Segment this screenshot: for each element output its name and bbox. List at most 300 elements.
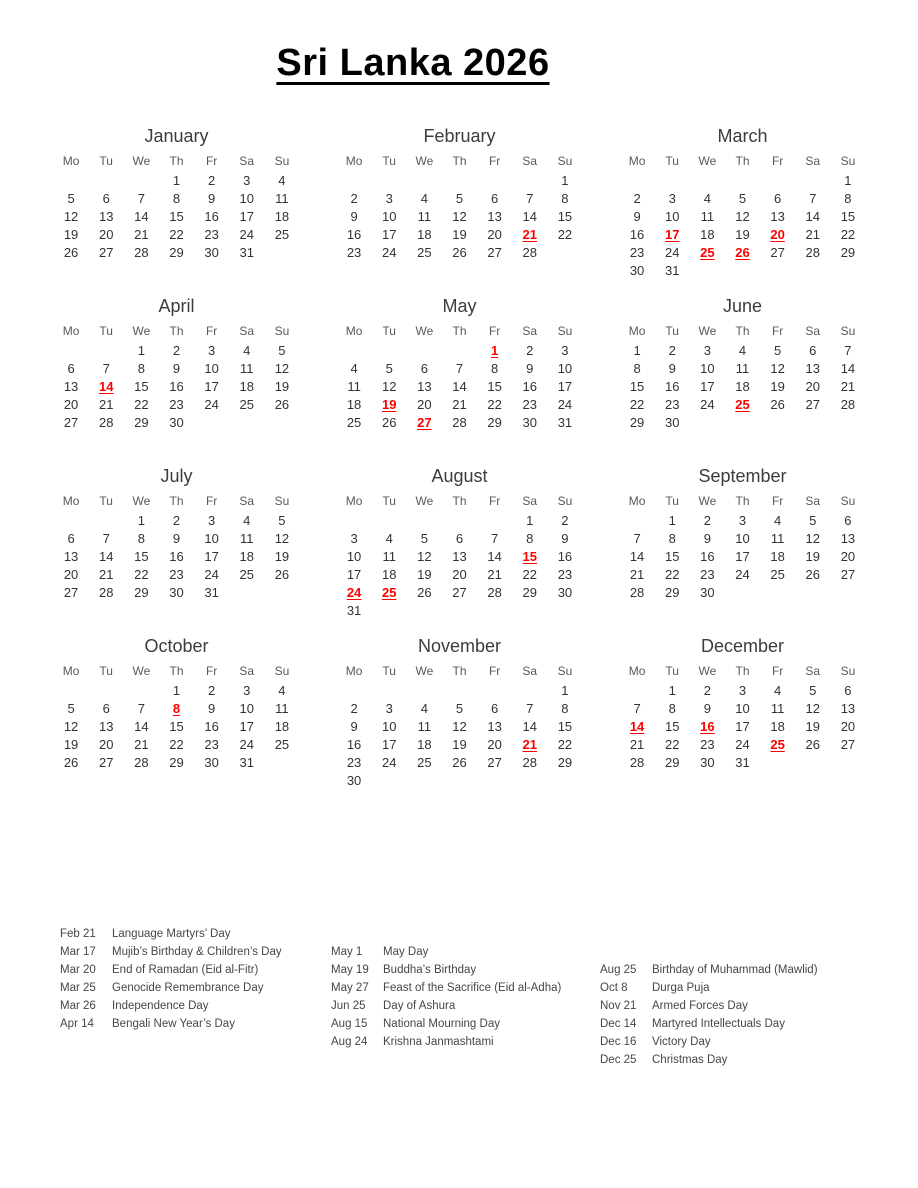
date-cell: 23: [700, 566, 715, 582]
date-cell: 18: [274, 718, 290, 734]
date-cell: 8: [633, 360, 641, 376]
empty-cell: [194, 413, 229, 431]
date-cell: 20: [840, 718, 856, 734]
date-cell: 12: [417, 548, 432, 564]
day-header-sa: Sa: [522, 154, 538, 168]
date-cell: 28: [134, 754, 149, 770]
holiday-name: Bengali New Year’s Day: [112, 1018, 235, 1030]
month-title: September: [698, 466, 787, 486]
holiday-entry: [600, 961, 818, 979]
date-cell: 23: [664, 396, 680, 412]
date-cell: 9: [526, 360, 534, 376]
date-cell: 16: [346, 736, 362, 752]
date-cell: 5: [420, 530, 428, 546]
weekday-header-row: [337, 151, 583, 171]
date-cell: 19: [417, 566, 432, 582]
week-row: [54, 511, 300, 529]
holiday-date: Aug 25: [600, 964, 637, 976]
page-title: Sri Lanka 2026: [276, 42, 550, 84]
date-cell: 1: [526, 512, 534, 528]
date-cell: 11: [770, 700, 785, 716]
date-cell: 29: [629, 414, 645, 430]
empty-cell: [442, 341, 477, 359]
legend-column-2: [331, 943, 561, 1051]
month-table: [337, 491, 583, 619]
empty-cell: [407, 511, 442, 529]
date-cell: 30: [346, 772, 362, 788]
empty-cell: [725, 413, 760, 431]
date-cell: 18: [770, 548, 785, 564]
date-cell: 5: [774, 342, 782, 358]
date-cell: 23: [204, 226, 219, 242]
month-march: [601, 122, 884, 292]
date-cell: 2: [208, 682, 216, 698]
date-cell: 9: [208, 700, 216, 716]
week-row: [620, 511, 866, 529]
weekday-header-row: [337, 321, 583, 341]
day-header-tu: Tu: [665, 154, 679, 168]
holiday-date: Feb 21: [60, 928, 96, 940]
date-cell: 8: [561, 190, 569, 206]
week-row: [54, 753, 300, 771]
date-cell: 22: [557, 736, 573, 752]
date-cell: 27: [63, 584, 79, 600]
holiday-name: Durga Puja: [652, 982, 710, 994]
date-cell: 16: [629, 226, 645, 242]
date-cell: 19: [274, 548, 290, 564]
day-header-th: Th: [169, 154, 184, 168]
week-row: [620, 413, 866, 431]
day-header-su: Su: [557, 324, 573, 338]
day-header-we: We: [698, 324, 717, 338]
day-header-we: We: [415, 324, 434, 338]
day-header-su: Su: [840, 494, 856, 508]
week-row: [337, 735, 583, 753]
empty-cell: [760, 413, 795, 431]
week-row: [620, 171, 866, 189]
week-row: [620, 225, 866, 243]
holiday-date: Dec 14: [600, 1018, 637, 1030]
date-cell: 23: [169, 566, 184, 582]
date-cell: 19: [274, 378, 290, 394]
month-june: [601, 292, 884, 462]
month-may: [318, 292, 601, 462]
holiday-date-cell: 25: [700, 244, 715, 260]
date-cell: 28: [98, 414, 114, 430]
date-cell: 10: [557, 360, 573, 376]
date-cell: 19: [805, 718, 820, 734]
holiday-date-cell: 19: [381, 396, 397, 412]
empty-cell: [795, 413, 830, 431]
week-row: [337, 377, 583, 395]
date-cell: 11: [735, 360, 750, 376]
date-cell: 24: [735, 566, 750, 582]
date-cell: 3: [385, 700, 393, 716]
legend-column-1: [60, 925, 282, 1033]
date-cell: 24: [381, 244, 397, 260]
date-cell: 2: [350, 700, 358, 716]
date-cell: 15: [487, 378, 502, 394]
holiday-date-cell: 26: [735, 244, 750, 260]
holiday-name: Independence Day: [112, 1000, 209, 1012]
date-cell: 19: [452, 736, 467, 752]
date-cell: 27: [487, 244, 502, 260]
date-cell: 22: [134, 566, 149, 582]
holiday-name: Feast of the Sacrifice (Eid al-Adha): [383, 982, 562, 994]
date-cell: 30: [629, 262, 645, 278]
date-cell: 11: [417, 208, 432, 224]
date-cell: 12: [452, 208, 467, 224]
day-header-sa: Sa: [522, 324, 538, 338]
date-cell: 25: [274, 226, 290, 242]
week-row: [54, 717, 300, 735]
month-title: May: [442, 296, 477, 316]
empty-cell: [547, 601, 582, 619]
empty-cell: [264, 413, 299, 431]
week-row: [54, 529, 300, 547]
week-row: [54, 225, 300, 243]
date-cell: 2: [350, 190, 358, 206]
date-cell: 24: [239, 226, 254, 242]
date-cell: 30: [204, 244, 219, 260]
week-row: [620, 753, 866, 771]
month-title: January: [144, 126, 209, 146]
day-header-tu: Tu: [665, 664, 679, 678]
date-cell: 30: [700, 584, 715, 600]
date-cell: 2: [208, 172, 216, 188]
holiday-date: Jun 25: [331, 1000, 366, 1012]
empty-cell: [407, 341, 442, 359]
month-august: [318, 462, 601, 632]
holiday-date: Aug 15: [331, 1018, 368, 1030]
date-cell: 19: [770, 378, 785, 394]
date-cell: 15: [134, 548, 149, 564]
date-cell: 4: [774, 512, 782, 528]
day-header-we: We: [415, 154, 434, 168]
date-cell: 3: [738, 682, 747, 698]
date-cell: 22: [169, 226, 184, 242]
date-cell: 5: [738, 190, 747, 206]
empty-cell: [407, 681, 442, 699]
date-cell: 1: [172, 172, 181, 188]
month-january: [35, 122, 318, 292]
date-cell: 15: [169, 718, 184, 734]
week-row: [54, 699, 300, 717]
date-cell: 10: [735, 700, 750, 716]
date-cell: 14: [134, 718, 149, 734]
date-cell: 23: [700, 736, 715, 752]
date-cell: 12: [381, 378, 397, 394]
empty-cell: [760, 583, 795, 601]
date-cell: 17: [557, 378, 573, 394]
date-cell: 8: [526, 530, 534, 546]
holiday-name: Victory Day: [652, 1036, 711, 1048]
empty-cell: [54, 511, 89, 529]
date-cell: 12: [63, 718, 79, 734]
date-cell: 9: [703, 700, 711, 716]
day-header-we: We: [132, 664, 151, 678]
date-cell: 30: [700, 754, 715, 770]
date-cell: 3: [385, 190, 393, 206]
date-cell: 21: [487, 566, 502, 582]
week-row: [337, 341, 583, 359]
date-cell: 19: [63, 226, 79, 242]
month-table: [54, 491, 300, 601]
weekday-header-row: [337, 661, 583, 681]
week-row: [54, 341, 300, 359]
holiday-entry: [600, 1051, 818, 1069]
date-cell: 28: [522, 244, 537, 260]
date-cell: 1: [844, 172, 852, 188]
empty-cell: [442, 511, 477, 529]
date-cell: 3: [243, 682, 251, 698]
empty-cell: [124, 681, 159, 699]
weekday-header-row: [54, 151, 300, 171]
date-cell: 17: [735, 718, 750, 734]
day-header-we: We: [698, 154, 717, 168]
day-header-fr: Fr: [771, 494, 784, 508]
date-cell: 29: [134, 414, 149, 430]
week-row: [620, 395, 866, 413]
date-cell: 2: [526, 342, 534, 358]
date-cell: 27: [840, 566, 856, 582]
week-row: [620, 377, 866, 395]
date-cell: 18: [417, 736, 432, 752]
date-cell: 14: [805, 208, 820, 224]
day-header-sa: Sa: [239, 154, 255, 168]
holiday-entry: [60, 1015, 282, 1033]
empty-cell: [477, 601, 512, 619]
date-cell: 23: [346, 244, 362, 260]
date-cell: 21: [840, 378, 856, 394]
day-header-th: Th: [452, 154, 467, 168]
date-cell: 14: [134, 208, 149, 224]
date-cell: 10: [204, 360, 219, 376]
day-header-sa: Sa: [805, 494, 821, 508]
date-cell: 13: [63, 378, 79, 394]
weekday-header-row: [620, 661, 866, 681]
holiday-date-cell: 25: [735, 396, 750, 412]
date-cell: 15: [557, 208, 573, 224]
empty-cell: [54, 681, 89, 699]
date-cell: 7: [491, 530, 499, 546]
day-header-tu: Tu: [99, 324, 113, 338]
date-cell: 4: [243, 512, 251, 528]
date-cell: 24: [204, 396, 219, 412]
week-row: [620, 583, 866, 601]
empty-cell: [620, 681, 655, 699]
week-row: [620, 261, 866, 279]
date-cell: 23: [169, 396, 184, 412]
date-cell: 6: [844, 512, 852, 528]
empty-cell: [690, 171, 725, 189]
date-cell: 27: [452, 584, 467, 600]
week-row: [620, 717, 866, 735]
week-row: [337, 413, 583, 431]
day-header-mo: Mo: [62, 154, 80, 168]
date-cell: 31: [204, 584, 219, 600]
week-row: [54, 207, 300, 225]
week-row: [337, 243, 583, 261]
month-table: [620, 491, 866, 601]
date-cell: 5: [455, 190, 464, 206]
date-cell: 16: [204, 718, 219, 734]
date-cell: 8: [668, 700, 676, 716]
date-cell: 3: [243, 172, 251, 188]
date-cell: 31: [346, 602, 362, 618]
holiday-date: Mar 25: [60, 982, 96, 994]
date-cell: 29: [134, 584, 149, 600]
month-title: August: [431, 466, 488, 486]
date-cell: 11: [240, 360, 254, 376]
holiday-entry: [600, 1033, 818, 1051]
date-cell: 7: [526, 190, 534, 206]
week-row: [54, 583, 300, 601]
date-cell: 21: [98, 396, 114, 412]
holiday-date-cell: 14: [98, 378, 114, 394]
day-header-mo: Mo: [62, 494, 80, 508]
day-header-fr: Fr: [488, 324, 501, 338]
date-cell: 9: [172, 530, 181, 546]
date-cell: 10: [700, 360, 715, 376]
empty-cell: [795, 583, 830, 601]
day-header-sa: Sa: [805, 154, 821, 168]
month-september: [601, 462, 884, 632]
date-cell: 28: [98, 584, 114, 600]
empty-cell: [337, 681, 372, 699]
date-cell: 20: [63, 566, 79, 582]
date-cell: 26: [805, 566, 820, 582]
empty-cell: [725, 583, 760, 601]
date-cell: 14: [452, 378, 467, 394]
date-cell: 7: [633, 530, 641, 546]
date-cell: 1: [668, 682, 676, 698]
date-cell: 13: [452, 548, 467, 564]
date-cell: 8: [172, 190, 181, 206]
month-title: July: [160, 466, 193, 486]
weekday-header-row: [620, 151, 866, 171]
date-cell: 28: [522, 754, 537, 770]
weekday-header-row: [620, 321, 866, 341]
day-header-th: Th: [169, 494, 184, 508]
holiday-date-cell: 8: [172, 700, 181, 716]
date-cell: 26: [452, 244, 467, 260]
day-header-tu: Tu: [382, 324, 396, 338]
week-row: [337, 681, 583, 699]
date-cell: 6: [455, 530, 464, 546]
date-cell: 28: [487, 584, 502, 600]
holiday-name: National Mourning Day: [383, 1018, 500, 1030]
date-cell: 26: [274, 396, 290, 412]
holiday-date-cell: 15: [522, 548, 537, 564]
date-cell: 21: [452, 396, 467, 412]
date-cell: 19: [452, 226, 467, 242]
week-row: [620, 359, 866, 377]
month-title: October: [144, 636, 209, 656]
week-row: [337, 753, 583, 771]
month-title: December: [700, 636, 785, 656]
date-cell: 3: [561, 342, 569, 358]
day-header-su: Su: [840, 324, 856, 338]
holiday-name: Day of Ashura: [383, 1000, 456, 1012]
month-table: [620, 321, 866, 431]
date-cell: 18: [700, 226, 715, 242]
month-november: [318, 632, 601, 802]
date-cell: 28: [840, 396, 856, 412]
empty-cell: [830, 583, 865, 601]
day-header-th: Th: [452, 494, 467, 508]
date-cell: 10: [664, 208, 680, 224]
date-cell: 2: [172, 342, 181, 358]
date-cell: 26: [63, 244, 79, 260]
empty-cell: [407, 171, 442, 189]
date-cell: 12: [452, 718, 467, 734]
date-cell: 1: [561, 682, 569, 698]
date-cell: 10: [239, 190, 254, 206]
date-cell: 24: [204, 566, 219, 582]
day-header-sa: Sa: [805, 664, 821, 678]
holiday-date-cell: 17: [664, 226, 680, 242]
date-cell: 13: [840, 700, 856, 716]
date-cell: 14: [629, 548, 645, 564]
date-cell: 5: [385, 360, 393, 376]
day-header-mo: Mo: [628, 324, 646, 338]
date-cell: 23: [629, 244, 645, 260]
holiday-name: End of Ramadan (Eid al-Fitr): [112, 964, 259, 976]
date-cell: 20: [487, 736, 502, 752]
date-cell: 30: [557, 584, 573, 600]
holiday-name: Genocide Remembrance Day: [112, 982, 264, 994]
week-row: [337, 699, 583, 717]
empty-cell: [690, 261, 725, 279]
day-header-sa: Sa: [522, 494, 538, 508]
date-cell: 2: [703, 512, 711, 528]
holiday-name: Martyred Intellectuals Day: [652, 1018, 785, 1030]
date-cell: 23: [204, 736, 219, 752]
date-cell: 5: [278, 342, 286, 358]
week-row: [337, 511, 583, 529]
holiday-entry: [600, 1015, 818, 1033]
weekday-header-row: [54, 491, 300, 511]
holiday-name: Krishna Janmashtami: [383, 1036, 494, 1048]
holiday-date-cell: 27: [417, 414, 432, 430]
date-cell: 27: [98, 754, 114, 770]
date-cell: 18: [770, 718, 785, 734]
date-cell: 15: [557, 718, 573, 734]
holiday-date-cell: 21: [522, 226, 537, 242]
day-header-fr: Fr: [488, 494, 501, 508]
date-cell: 7: [137, 190, 145, 206]
date-cell: 26: [381, 414, 397, 430]
date-cell: 9: [208, 190, 216, 206]
date-cell: 8: [137, 530, 145, 546]
week-row: [620, 243, 866, 261]
day-header-fr: Fr: [488, 154, 501, 168]
day-header-su: Su: [274, 494, 290, 508]
week-row: [54, 681, 300, 699]
date-cell: 30: [169, 414, 184, 430]
holiday-date: Apr 14: [60, 1018, 94, 1030]
empty-cell: [372, 511, 407, 529]
day-header-su: Su: [274, 664, 290, 678]
day-header-th: Th: [735, 664, 750, 678]
holiday-date-cell: 20: [770, 226, 785, 242]
date-cell: 8: [137, 360, 145, 376]
day-header-su: Su: [557, 154, 573, 168]
date-cell: 12: [274, 360, 290, 376]
date-cell: 30: [204, 754, 219, 770]
week-row: [337, 547, 583, 565]
